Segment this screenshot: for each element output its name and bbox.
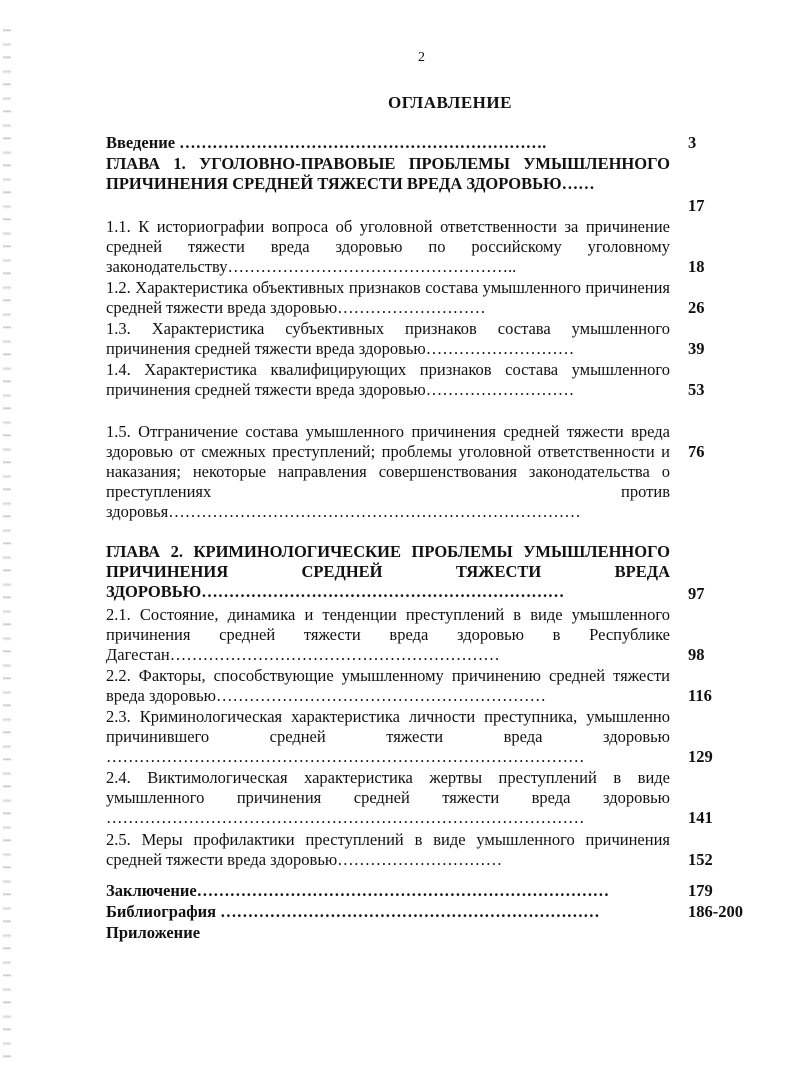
toc-entry-text: 1.3. Характеристика субъективных признаков состава умышленного причинения средней тяжести вреда здоровью……………………… [106, 319, 670, 358]
toc-entry-text: 2.2. Факторы, способствующие умышленному причинению средней тяжести вреда здоровью…………………………………………………… [106, 666, 670, 705]
toc-entry-text: 1.1. К историографии вопроса об уголовной ответственности за причинение средней тяжести вреда здоровью по российскому уголовному законодательству…………………………………………….. [106, 217, 670, 276]
toc-entry-2-4[interactable] [106, 768, 670, 828]
toc-entry-introduction[interactable] [106, 133, 670, 153]
toc-page-2-2: 116 [688, 686, 712, 705]
toc-entry-text: 2.4. Виктимологическая характеристика жертвы преступлений в виде умышленного причинения средней тяжести вреда здоровью …………………………………………………………………………… [106, 768, 670, 827]
toc-page-chapter-2: 97 [688, 584, 705, 603]
toc-page-1-4: 53 [688, 380, 705, 399]
toc-entry-1-3[interactable] [106, 319, 670, 359]
toc-entry-2-5[interactable] [106, 830, 670, 870]
toc-page-2-5: 152 [688, 850, 713, 869]
toc-page-2-4: 141 [688, 808, 713, 827]
toc-entry-text: ГЛАВА 2. КРИМИНОЛОГИЧЕСКИЕ ПРОБЛЕМЫ УМЫШЛЕННОГО ПРИЧИНЕНИЯ СРЕДНЕЙ ТЯЖЕСТИ ВРЕДА ЗДОРОВЬЮ………………………………………………………… [106, 542, 670, 601]
toc-page-1-1: 18 [688, 257, 705, 276]
toc-entry-1-5[interactable] [106, 422, 670, 522]
toc-entry-2-3[interactable] [106, 707, 670, 767]
toc-heading: ОГЛАВЛЕНИЕ [388, 93, 512, 112]
toc-entry-chapter-1[interactable] [106, 154, 670, 194]
toc-entry-1-1[interactable] [106, 217, 670, 277]
toc-entry-text: Введение …………………………………………………………. [106, 133, 547, 152]
toc-entry-text: Библиография …………………………………………………………… [106, 902, 600, 921]
toc-page-1-3: 39 [688, 339, 705, 358]
toc-page-2-3: 129 [688, 747, 713, 766]
toc-page-bibliography: 186-200 [688, 902, 743, 921]
toc-entry-text: 1.2. Характеристика объективных признаков состава умышленного причинения средней тяжести вреда здоровью……………………… [106, 278, 670, 317]
toc-page-conclusion: 179 [688, 881, 713, 900]
toc-entry-conclusion[interactable] [106, 881, 670, 901]
toc-entry-1-4[interactable] [106, 360, 670, 400]
toc-entry-appendix[interactable] [106, 923, 670, 943]
toc-page-introduction: 3 [688, 133, 697, 152]
toc-entry-2-1[interactable] [106, 605, 670, 665]
toc-page-1-5: 76 [688, 442, 705, 461]
toc-entry-text: Заключение………………………………………………………………… [106, 881, 610, 900]
toc-entry-text: 2.3. Криминологическая характеристика личности преступника, умышленно причинившего средней тяжести вреда здоровью …………………………………………………………………………… [106, 707, 670, 766]
toc-entry-bibliography[interactable] [106, 902, 670, 922]
toc-page-1-2: 26 [688, 298, 705, 317]
page-number: 2 [418, 50, 425, 65]
toc-entry-text: 1.5. Отграничение состава умышленного причинения средней тяжести вреда здоровью от смежных преступлений; проблемы уголовной ответственности и наказания; некоторые направления совершенствования законодательства о преступлениях против здоровья………………………………………………………………… [106, 422, 670, 521]
toc-page-chapter-1: 17 [688, 196, 705, 215]
toc-entry-chapter-2[interactable] [106, 542, 670, 602]
toc-entry-text: ГЛАВА 1. УГОЛОВНО-ПРАВОВЫЕ ПРОБЛЕМЫ УМЫШЛЕННОГО ПРИЧИНЕНИЯ СРЕДНЕЙ ТЯЖЕСТИ ВРЕДА ЗДОРОВЬЮ…… [106, 154, 670, 193]
toc-entry-text: 2.1. Состояние, динамика и тенденции преступлений в виде умышленного причинения средней тяжести вреда здоровью в Республике Дагестан…………………………………………………… [106, 605, 670, 664]
toc-entry-2-2[interactable] [106, 666, 670, 706]
toc-entry-text: 2.5. Меры профилактики преступлений в виде умышленного причинения средней тяжести вреда здоровью………………………… [106, 830, 670, 869]
toc-entry-text: Приложение [106, 923, 201, 942]
toc-entry-text: 1.4. Характеристика квалифицирующих признаков состава умышленного причинения средней тяжести вреда здоровью……………………… [106, 360, 670, 399]
toc-page-2-1: 98 [688, 645, 705, 664]
scan-edge-artifact [3, 20, 11, 1060]
toc-entry-1-2[interactable] [106, 278, 670, 318]
